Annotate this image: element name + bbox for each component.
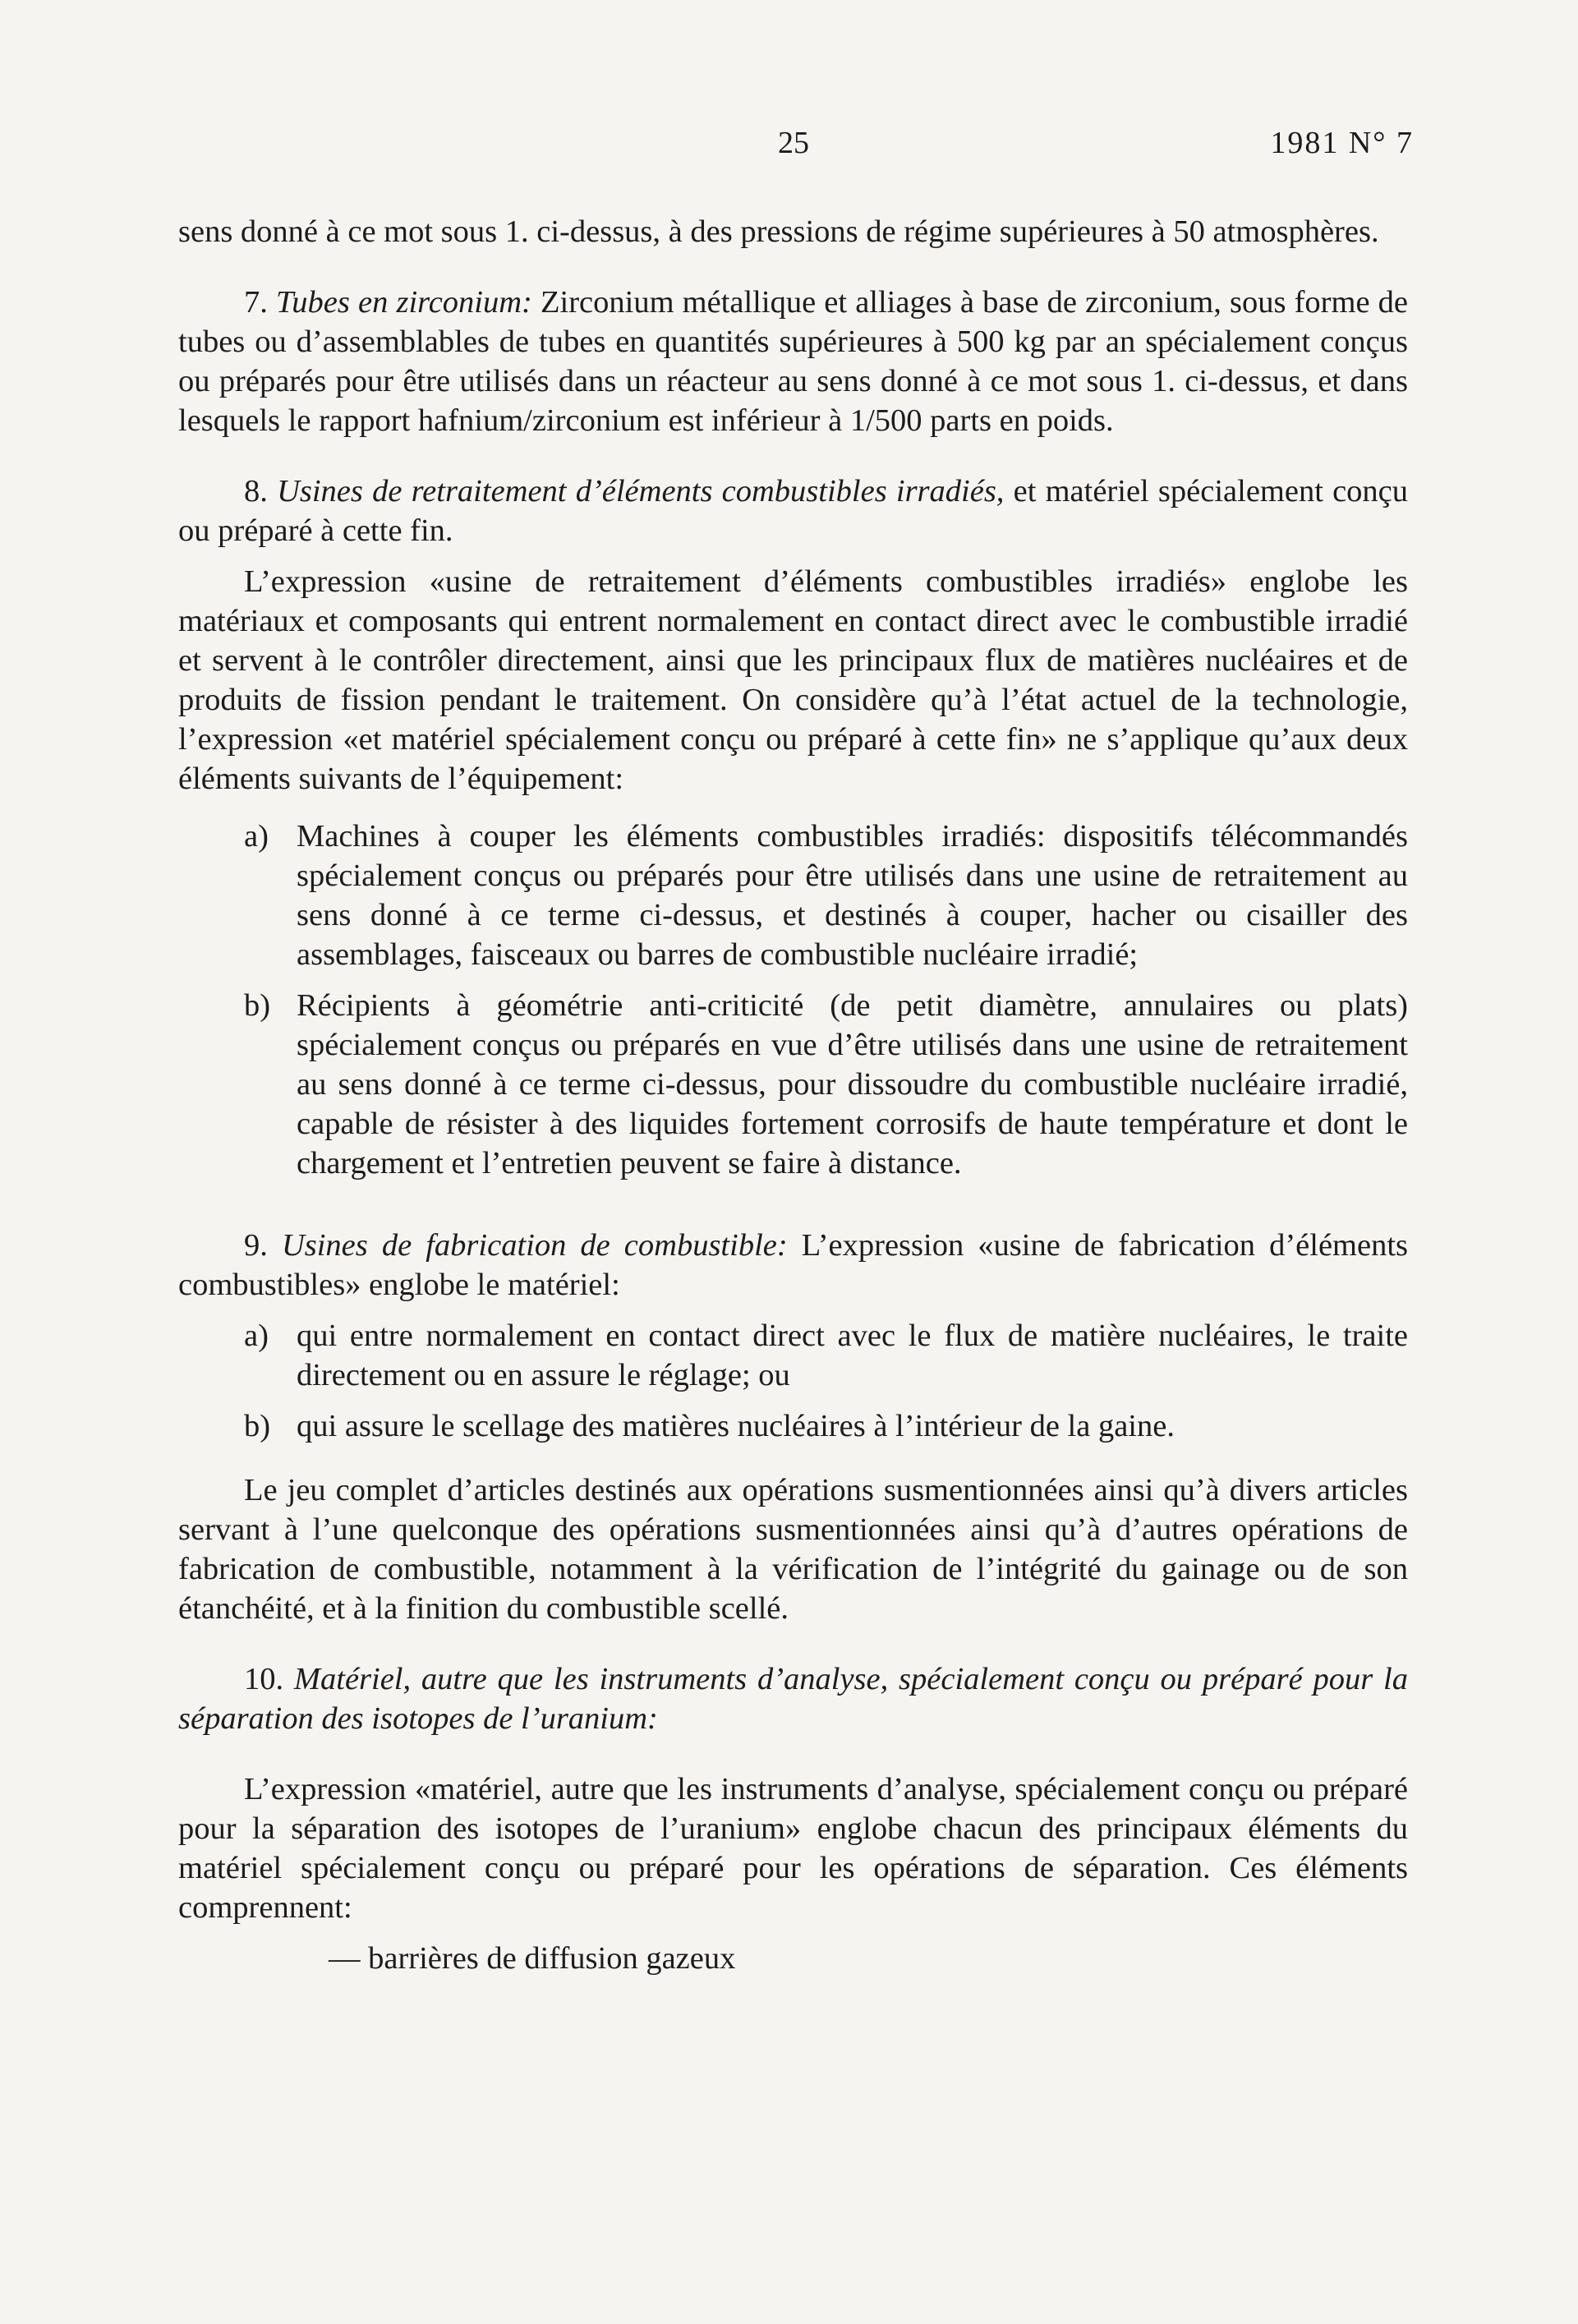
list-item-text: qui entre normalement en contact direct avec le flux de matière nucléaires, le traite directement ou en assure le réglage; ou — [297, 1318, 1408, 1392]
list-item — [178, 1316, 1408, 1395]
section-9-number: 9. — [244, 1228, 282, 1263]
section-7-title: Tubes en zirconium: — [276, 285, 532, 320]
section-10-number: 10. — [244, 1662, 294, 1696]
list-item-label: a) — [244, 1318, 269, 1353]
section-10-paragraph: L’expression «matériel, autre que les instruments d’analyse, spécialement conçu ou préparé pour la séparation des isotopes de l’uranium» englobe chacun des principaux éléments du matériel spécialement conçu ou préparé pour les opérations de séparation. Ces éléments comprennent: — [178, 1772, 1408, 1925]
list-item — [178, 817, 1408, 974]
section-9 — [178, 1226, 1408, 1305]
paragraph-continuation: sens donné à ce mot sous 1. ci-dessus, à des pressions de régime supérieures à 50 atmosphères. — [178, 214, 1379, 249]
section-8-text: et matériel spécialement conçu ou préparé à cette fin. — [178, 474, 1409, 548]
list-item-text: Machines à couper les éléments combustibles irradiés: dispositifs télécommandés spécialement conçus ou préparés pour être utilisés dans une usine de retraitement au sens donné à ce terme ci-dessus, et destinés à couper, hacher ou cisailler des assemblages, faisceaux ou barres de combustible nucléaire irradié; — [297, 819, 1408, 972]
page-number: 25 — [778, 126, 809, 160]
section-7 — [178, 283, 1408, 440]
list-item-label: b) — [244, 1409, 271, 1443]
section-10-title: Matériel, autre que les instruments d’analyse, spécialement conçu ou préparé pour la séparation des isotopes de l’uranium: — [178, 1662, 1408, 1736]
section-7-text: Zirconium métallique et alliages à base de zirconium, sous forme de tubes ou d’assemblables de tubes en quantités supérieures à 500 kg par an spécialement conçus ou préparés pour être utilisés dans un réacteur au sens donné à ce mot sous 1. ci-dessus, et dans lesquels le rapport hafnium/zirconium est inférieur à 1/500 parts en poids. — [178, 285, 1408, 438]
section-8-number: 8. — [244, 474, 278, 509]
list-item — [178, 1406, 1408, 1446]
dash-item: — barrières de diffusion gazeux — [329, 1941, 736, 1976]
section-10 — [178, 1659, 1408, 1738]
section-8-title: Usines de retraitement d’éléments combustibles irradiés, — [277, 474, 1005, 509]
list-item-text: Récipients à géométrie anti-criticité (de petit diamètre, annulaires ou plats) spécialement conçus ou préparés en vue d’être utilisés dans une usine de retraitement au sens donné à ce terme ci-dessus, pour dissoudre du combustible nucléaire irradié, capable de résister à des liquides fortement corrosifs de haute température et dont le chargement et l’entretien peuvent se faire à distance. — [297, 988, 1408, 1180]
issue-label: 1981 N° 7 — [1270, 126, 1414, 160]
page-body — [178, 212, 1408, 1978]
page-header — [0, 125, 1578, 166]
section-8 — [178, 472, 1408, 550]
section-8-paragraph: L’expression «usine de retraitement d’éléments combustibles irradiés» englobe les matériaux et composants qui entrent normalement en contact direct avec le combustible irradié et servent à le contrôler directement, ainsi que les principaux flux de matières nucléaires et de produits de fission pendant le traitement. On considère qu’à l’état actuel de la technologie, l’expression «et matériel spécialement conçu ou préparé à cette fin» ne s’applique qu’aux deux éléments suivants de l’équipement: — [178, 564, 1408, 796]
list-item — [178, 986, 1408, 1183]
section-9-paragraph: Le jeu complet d’articles destinés aux opérations susmentionnées ainsi qu’à divers articles servant à l’une quelconque des opérations susmentionnées ainsi qu’à d’autres opérations de fabrication de combustible, notamment à la vérification de l’intégrité du gainage ou de son étanchéité, et à la finition du combustible scellé. — [178, 1473, 1408, 1626]
list-item-label: b) — [244, 988, 271, 1023]
section-9-title: Usines de fabrication de combustible: — [281, 1228, 788, 1263]
section-9-text: L’expression «usine de fabrication d’éléments combustibles» englobe le matériel: — [178, 1228, 1408, 1302]
section-7-number: 7. — [244, 285, 277, 320]
list-item-label: a) — [244, 819, 269, 854]
list-item-text: qui assure le scellage des matières nucléaires à l’intérieur de la gaine. — [297, 1409, 1175, 1443]
section-8-list — [178, 817, 1408, 1183]
section-9-list — [178, 1316, 1408, 1446]
